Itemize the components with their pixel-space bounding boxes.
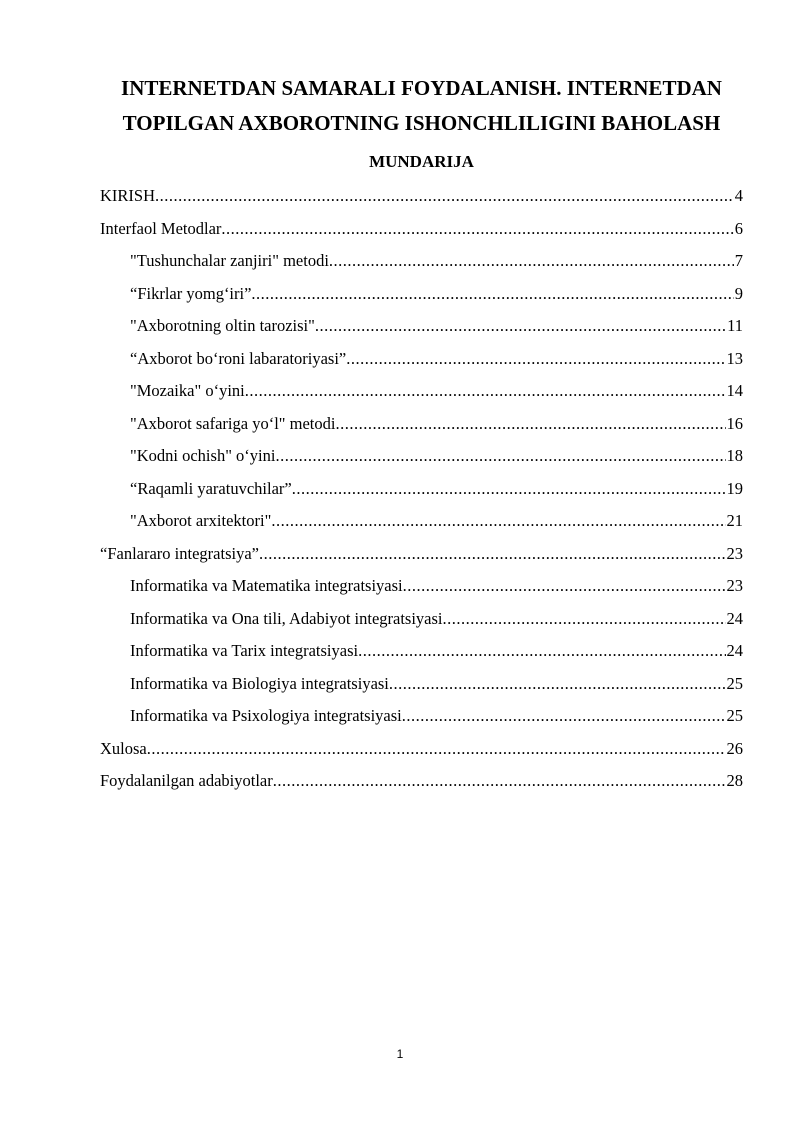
- toc-entry[interactable]: [100, 375, 743, 408]
- toc-dot-leader: [273, 765, 726, 798]
- toc-entry[interactable]: [100, 278, 743, 311]
- toc-entry[interactable]: [100, 700, 743, 733]
- toc-entry[interactable]: [100, 635, 743, 668]
- toc-dot-leader: [271, 505, 725, 538]
- toc-heading: MUNDARIJA: [369, 152, 474, 171]
- toc-entry-page: 14: [726, 381, 743, 400]
- toc-entry-label: Informatika va Ona tili, Adabiyot integratsiyasi: [130, 608, 443, 628]
- toc-entry-page: 4: [734, 186, 743, 205]
- toc-entry-page: 23: [726, 576, 743, 595]
- toc-entry[interactable]: [100, 603, 743, 636]
- toc-dot-leader: [403, 570, 726, 603]
- toc-entry[interactable]: [100, 765, 743, 798]
- toc-entry-label: “Fanlararo integratsiya”: [100, 543, 259, 563]
- toc-dot-leader: [259, 538, 726, 571]
- toc-entry[interactable]: [100, 310, 743, 343]
- toc-entry[interactable]: [100, 733, 743, 766]
- toc-entry-page: 25: [726, 673, 743, 693]
- toc-dot-leader: [221, 213, 733, 246]
- toc-entry-page: 23: [726, 543, 743, 563]
- toc-dot-leader: [155, 180, 734, 213]
- toc-entry-page: 16: [726, 413, 743, 433]
- toc-dot-leader: [389, 668, 726, 701]
- toc-entry-label: "Kodni ochish" o‘yini: [130, 446, 276, 465]
- toc-entry-label: Foydalanilgan adabiyotlar: [100, 771, 273, 790]
- toc-dot-leader: [402, 700, 726, 733]
- toc-dot-leader: [245, 375, 726, 408]
- toc-entry-page: 26: [726, 738, 743, 758]
- toc-entry[interactable]: [100, 668, 743, 701]
- toc-entry[interactable]: [100, 570, 743, 603]
- toc-entry-label: Informatika va Psixologiya integratsiyasi: [130, 706, 402, 725]
- toc-dot-leader: [251, 278, 733, 311]
- page-number: 1: [396, 1047, 404, 1061]
- toc-entry-page: 21: [726, 511, 743, 530]
- toc-dot-leader: [275, 440, 725, 473]
- toc-entry[interactable]: [100, 245, 743, 278]
- title-line-1: INTERNETDAN SAMARALI FOYDALANISH. INTERNETDAN: [121, 76, 722, 100]
- toc-entry-page: 7: [734, 251, 743, 270]
- toc-entry-label: “Axborot bo‘roni labaratoriyasi”: [130, 348, 347, 368]
- title-line-2: TOPILGAN AXBOROTNING ISHONCHLILIGINI BAHOLASH: [122, 111, 721, 135]
- toc-entry[interactable]: [100, 408, 743, 441]
- toc-entry-label: "Mozaika" o‘yini: [130, 381, 245, 400]
- toc-entry-page: 6: [734, 218, 743, 238]
- toc-entry-page: 24: [726, 641, 743, 660]
- toc-entry-label: Xulosa: [100, 738, 147, 758]
- toc-dot-leader: [335, 408, 725, 441]
- toc-entry-label: KIRISH: [100, 186, 156, 205]
- toc-entry[interactable]: [100, 213, 743, 246]
- toc-entry[interactable]: [100, 505, 743, 538]
- toc-entry-label: "Tushunchalar zanjiri" metodi: [130, 251, 329, 270]
- toc-entry-page: 9: [734, 283, 743, 303]
- toc-entry-label: Interfaol Metodlar: [100, 218, 222, 238]
- toc-entry-page: 13: [726, 348, 743, 368]
- document-title: [100, 71, 743, 141]
- toc-dot-leader: [329, 245, 734, 278]
- toc-entry-label: "Axborot arxitektori": [130, 511, 272, 530]
- toc-entry[interactable]: [100, 473, 743, 506]
- toc-entry-page: 24: [726, 608, 743, 628]
- table-of-contents: [100, 180, 743, 798]
- toc-entry-label: Informatika va Biologiya integratsiyasi: [130, 673, 389, 693]
- toc-entry-page: 25: [726, 706, 743, 725]
- toc-entry-label: “Fikrlar yomg‘iri”: [130, 283, 252, 303]
- toc-dot-leader: [443, 603, 726, 636]
- toc-entry[interactable]: [100, 343, 743, 376]
- toc-entry-page: 18: [726, 446, 743, 465]
- toc-dot-leader: [315, 310, 726, 343]
- toc-entry-page: 11: [727, 316, 743, 335]
- toc-entry[interactable]: [100, 180, 743, 213]
- toc-entry[interactable]: [100, 538, 743, 571]
- toc-dot-leader: [292, 473, 726, 506]
- toc-dot-leader: [346, 343, 725, 376]
- toc-entry-label: “Raqamli yaratuvchilar”: [130, 478, 292, 498]
- toc-entry-label: "Axborotning oltin tarozisi": [130, 316, 315, 335]
- toc-entry-page: 28: [726, 771, 743, 790]
- toc-entry-label: Informatika va Tarix integratsiyasi: [130, 641, 359, 660]
- toc-entry-label: "Axborot safariga yo‘l" metodi: [130, 413, 336, 433]
- toc-entry[interactable]: [100, 440, 743, 473]
- toc-entry-label: Informatika va Matematika integratsiyasi: [130, 576, 403, 595]
- toc-dot-leader: [358, 635, 725, 668]
- toc-entry-page: 19: [726, 478, 743, 498]
- toc-dot-leader: [147, 733, 726, 766]
